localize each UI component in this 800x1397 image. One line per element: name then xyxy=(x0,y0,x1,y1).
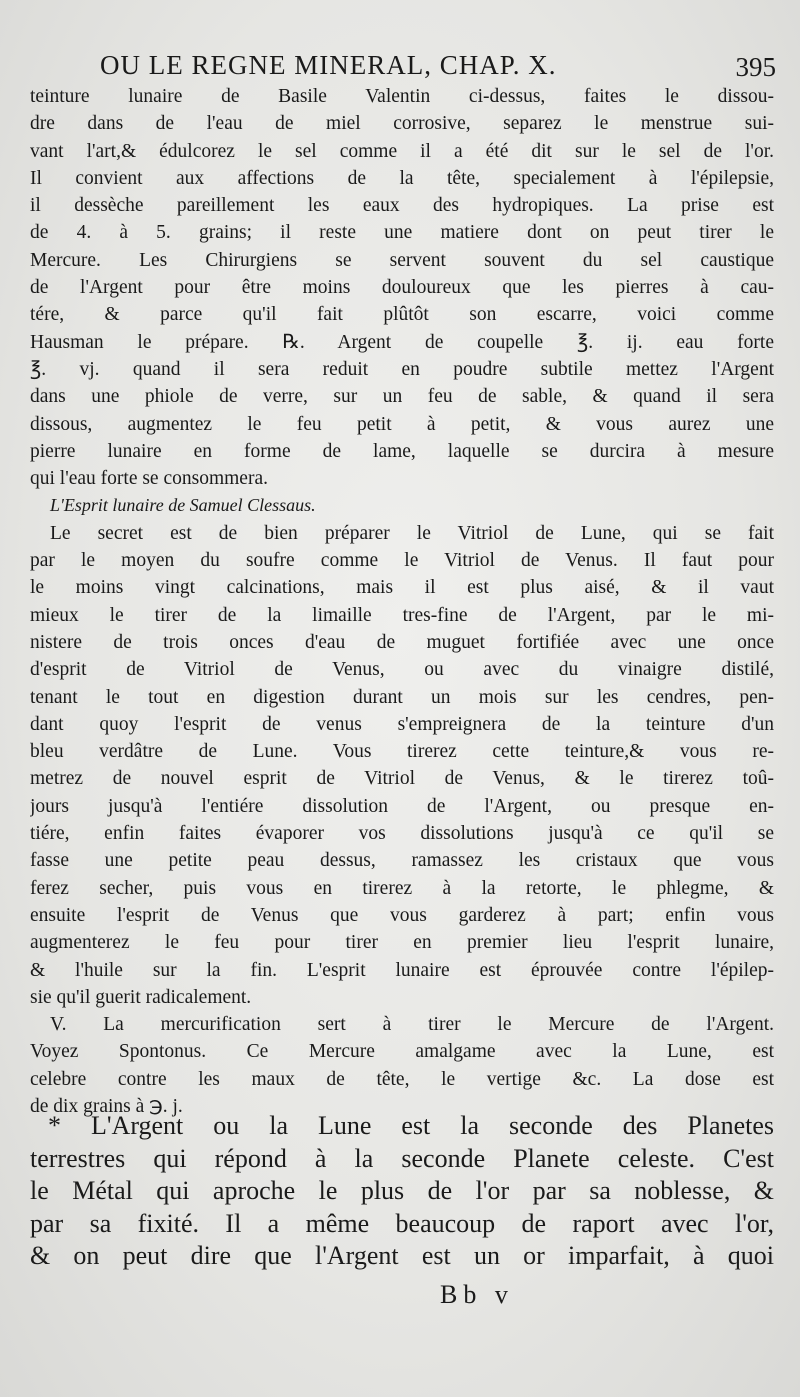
text-line: & l'huile sur la fin. L'esprit lunaire est éprouvée contre l'épilep- xyxy=(30,959,774,981)
text-line: de l'Argent pour être moins douloureux que les pierres à cau- xyxy=(30,277,774,299)
text-line: par le moyen du soufre comme le Vitriol de Venus. Il faut pour xyxy=(30,550,774,572)
text-line: le moins vingt calcinations, mais il est plus aisé, & il vaut xyxy=(30,577,774,599)
text-line: sie qu'il guerit radicalement. xyxy=(30,986,252,1008)
text-line: teinture lunaire de Basile Valentin ci-dessus, faites le dissou- xyxy=(30,86,774,107)
text-line: mieux le tirer de la limaille tres-fine de l'Argent, par le mi- xyxy=(30,604,774,626)
text-line: ℥. vj. quand il sera reduit en poudre subtile mettez l'Argent xyxy=(30,358,774,380)
footnote-line: * L'Argent ou la Lune est la seconde des Planetes xyxy=(48,1111,774,1140)
text-line: pierre lunaire en forme de lame, laquelle se durcira à mesure xyxy=(30,440,774,462)
text-line: Hausman le prépare. ℞. Argent de coupelle ℥. ij. eau forte xyxy=(30,331,774,353)
text-line: de dix grains à ℈. j. xyxy=(30,1095,183,1117)
body-text xyxy=(30,83,774,1120)
text-line: Voyez Spontonus. Ce Mercure amalgame avec la Lune, est xyxy=(30,1041,774,1063)
text-line: tére, & parce qu'il fait plûtôt son escarre, voici comme xyxy=(30,304,774,326)
text-line: ferez secher, puis vous en tirerez à la retorte, le phlegme, & xyxy=(30,877,774,899)
page-number: 395 xyxy=(735,52,776,82)
text-line: de 4. à 5. grains; il reste une matiere dont on peut tirer le xyxy=(30,222,774,244)
printer-signature: Bb v xyxy=(440,1280,514,1309)
text-line: metrez de nouvel esprit de Vitriol de Venus, & le tirerez toû- xyxy=(30,768,774,790)
text-line: Mercure. Les Chirurgiens se servent souvent du sel caustique xyxy=(30,249,774,271)
text-line: dre dans de l'eau de miel corrosive, separez le menstrue sui- xyxy=(30,113,774,135)
section-heading: L'Esprit lunaire de Samuel Clessaus. xyxy=(50,495,316,516)
text-line: ensuite l'esprit de Venus que vous garderez à part; enfin vous xyxy=(30,904,774,926)
footnote-line: terrestres qui répond à la seconde Planete celeste. C'est xyxy=(30,1143,774,1173)
text-line: dant quoy l'esprit de venus s'empreignera de la teinture d'un xyxy=(30,713,774,735)
text-line: Il convient aux affections de la tête, specialement à l'épilepsie, xyxy=(30,167,774,189)
text-line: fasse une petite peau dessus, ramassez les cristaux que vous xyxy=(30,850,774,872)
text-line: jours jusqu'à l'entiére dissolution de l'Argent, ou presque en- xyxy=(30,795,774,817)
running-head: OU LE REGNE MINERAL, CHAP. X. xyxy=(100,50,557,80)
footnote xyxy=(30,1110,774,1273)
text-line: il dessèche pareillement les eaux des hydropiques. La prise est xyxy=(30,195,774,217)
text-line: d'esprit de Vitriol de Venus, ou avec du vinaigre distilé, xyxy=(30,659,774,681)
text-line: tiére, enfin faites évaporer vos dissolutions jusqu'à ce qu'il se xyxy=(30,823,774,845)
footnote-line: le Métal qui aproche le plus de l'or par sa noblesse, & xyxy=(30,1176,774,1205)
footnote-line: par sa fixité. Il a même beaucoup de raport avec l'or, xyxy=(30,1208,774,1238)
text-line: vant l'art,& édulcorez le sel comme il a été dit sur le sel de l'or. xyxy=(30,140,774,162)
text-line: tenant le tout en digestion durant un mois sur les cendres, pen- xyxy=(30,686,774,708)
text-line: dans une phiole de verre, sur un feu de sable, & quand il sera xyxy=(30,386,774,408)
text-line: bleu verdâtre de Lune. Vous tirerez cette teinture,& vous re- xyxy=(30,741,774,763)
text-line: nistere de trois onces d'eau de muguet fortifiée avec une once xyxy=(30,631,774,653)
footnote-line: & on peut dire que l'Argent est un or imparfait, à quoi xyxy=(30,1241,774,1270)
text-line: dissous, augmentez le feu petit à petit, & vous aurez une xyxy=(30,413,774,435)
text-line: celebre contre les maux de tête, le vertige &c. La dose est xyxy=(30,1068,774,1090)
text-line: V. La mercurification sert à tirer le Mercure de l'Argent. xyxy=(50,1014,774,1036)
text-line: augmenterez le feu pour tirer en premier lieu l'esprit lunaire, xyxy=(30,932,774,954)
text-line: qui l'eau forte se consommera. xyxy=(30,468,268,490)
text-line: Le secret est de bien préparer le Vitriol de Lune, qui se fait xyxy=(50,522,774,544)
